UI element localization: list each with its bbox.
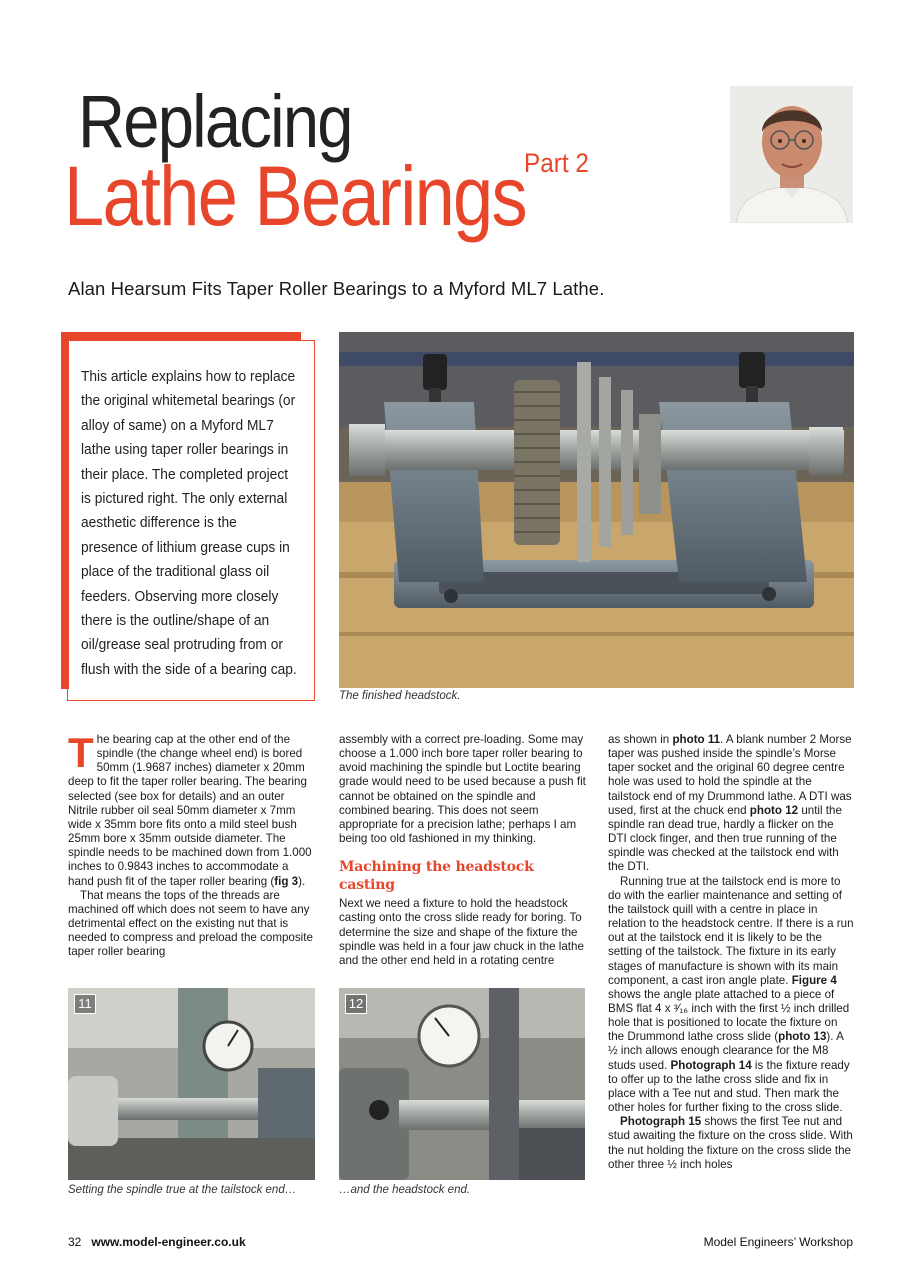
col3-p1a: as shown in	[608, 733, 673, 746]
author-portrait	[730, 86, 853, 223]
footer-magazine: Model Engineers’ Workshop	[703, 1235, 853, 1249]
photograph-14-ref: Photograph 14	[670, 1058, 752, 1072]
col2-paragraph-2: Next we need a fixture to hold the headstock casting onto the cross slide ready for boring. To determine the size and shape of the fixture the spindle was held in a four jaw chuck in the lathe and the other end held in a rotating centre	[339, 897, 584, 967]
body-column-1	[68, 729, 314, 960]
part-label: Part 2	[524, 148, 589, 178]
footer-left	[68, 1235, 246, 1249]
photo-12-number: 12	[345, 994, 367, 1014]
section-heading: Machining the headstock casting	[339, 859, 534, 894]
col2-paragraph-1: assembly with a correct pre-loading. Some may choose a 1.000 inch bore taper roller bearing to avoid machining the spindle but Loctite bearing grade would need to be used because a push fit cannot be obtained on the spindle and combined bearing. This does not seem appropriate for a precision lathe; perhaps I am being too old fashioned in my thinking.	[339, 733, 586, 846]
body-column-3	[608, 733, 854, 1172]
intro-box-text: This article explains how to replace the original whitemetal bearings (or alloy of same) on a Myford ML7 lathe using taper roller bearings in their place. The completed project is pictured right. The only external aesthetic difference is the presence of lithium grease cups in place of the traditional glass oil feeders. Observing more closely there is the outline/shape of an oil/grease seal protruding from or flush with the side of a bearing cap.	[81, 369, 297, 678]
col3-p2b: shows the angle plate attached to a piece of BMS flat 4 x ³⁄₁₆ inch with the first ½ inch drilled hole that is positioned to locate the fixture on the Drummond lathe cross slide (	[608, 987, 850, 1044]
intro-box-accent-top	[61, 332, 301, 340]
col1-paragraph-1	[68, 729, 314, 889]
hero-photo-headstock	[339, 332, 854, 688]
subtitle: Alan Hearsum Fits Taper Roller Bearings to a Myford ML7 Lathe.	[68, 278, 605, 299]
title-line-2: Lathe Bearings	[64, 149, 526, 243]
photo-11-illustration	[68, 988, 315, 1180]
col3-p2d: is the fixture ready to offer up to the lathe cross slide and fix in place with a Tee nut and stud. Then mark the other holes for further fixing to the cross slide.	[608, 1058, 850, 1115]
hero-caption: The finished headstock.	[339, 690, 461, 702]
col1-paragraph-2: That means the tops of the threads are machined off which does not seem to have any detrimental effect on the existing nut that is needed to compress and preload the composite taper roller bearing	[68, 888, 313, 959]
photo-12-ref: photo 12	[749, 803, 799, 817]
photo-12-illustration	[339, 988, 585, 1180]
photo-12-caption: …and the headstock end.	[339, 1184, 471, 1196]
photograph-15-ref: Photograph 15	[620, 1115, 702, 1129]
col3-p1c: until the spindle ran dead true, hardly a flicker on the DTI clock finger, and then true running of the spindle was checked at the tailstock end with the DTI.	[608, 803, 842, 874]
col3-p3: shows the first Tee nut and stud awaiting the fixture on the cross slide. With the nut holding the fixture on the cross slide the other three ½ inch holes	[608, 1115, 853, 1171]
col3-p2a: Running true at the tailstock end is more to do with the earlier maintenance and setting of the tailstock quill with a centre in place in relation to the headstock centre. If there is a run out at the tailstock end it is likely to be the setting of the tailstock. The fixture in its early stages of manufacture is shown with its main component, a cast iron angle plate.	[608, 874, 854, 987]
col3-p1b: . A blank number 2 Morse taper was pushed inside the spindle’s Morse taper socket and the original 60 degree centre hole was used to hold the spindle at the tailstock end of my Drummond lathe. A DTI was used, first at the chuck end	[608, 733, 852, 817]
photo-11-caption: Setting the spindle true at the tailstock end…	[68, 1184, 297, 1196]
col3-paragraph-2	[608, 875, 854, 1116]
figure-4-ref: Figure 4	[791, 973, 837, 987]
photo-13-ref: photo 13	[778, 1030, 827, 1044]
photo-11-ref: photo 11	[672, 733, 721, 746]
photo-12	[339, 988, 585, 1180]
col3-paragraph-3	[608, 1115, 854, 1172]
body-column-2	[339, 733, 586, 968]
photo-11-number: 11	[74, 994, 96, 1014]
col1-p1-text: he bearing cap at the other end of the spindle (the change wheel end) is bored 50mm (1.9687 inches) diameter x 20mm deep to fit the taper roller bearing. The bearing selected (see box for details) and an outer Nitrile rubber oil seal 50mm diameter x 7mm wide x 35mm bore fits onto a mild steel bush 25mm bore x 35mm outside diameter. The spindle needs to be machined down from 1.000 inches to 0.9843 inches to accommodate a hand push fit of the taper roller bearing (	[68, 733, 312, 888]
col1-p1-end: ).	[298, 874, 306, 888]
page-number: 32	[68, 1235, 82, 1249]
col3-paragraph-1	[608, 733, 854, 875]
title-line-1: Replacing	[78, 80, 352, 163]
drop-cap: T	[68, 729, 94, 776]
col3-p2c: ). A ½ inch allows enough clearance for the M8 studs used.	[608, 1030, 844, 1072]
headstock-illustration	[339, 332, 854, 688]
author-portrait-image	[730, 86, 853, 223]
fig-3-ref: fig 3	[274, 874, 299, 888]
photo-11	[68, 988, 315, 1180]
footer-url[interactable]: www.model-engineer.co.uk	[91, 1235, 246, 1249]
